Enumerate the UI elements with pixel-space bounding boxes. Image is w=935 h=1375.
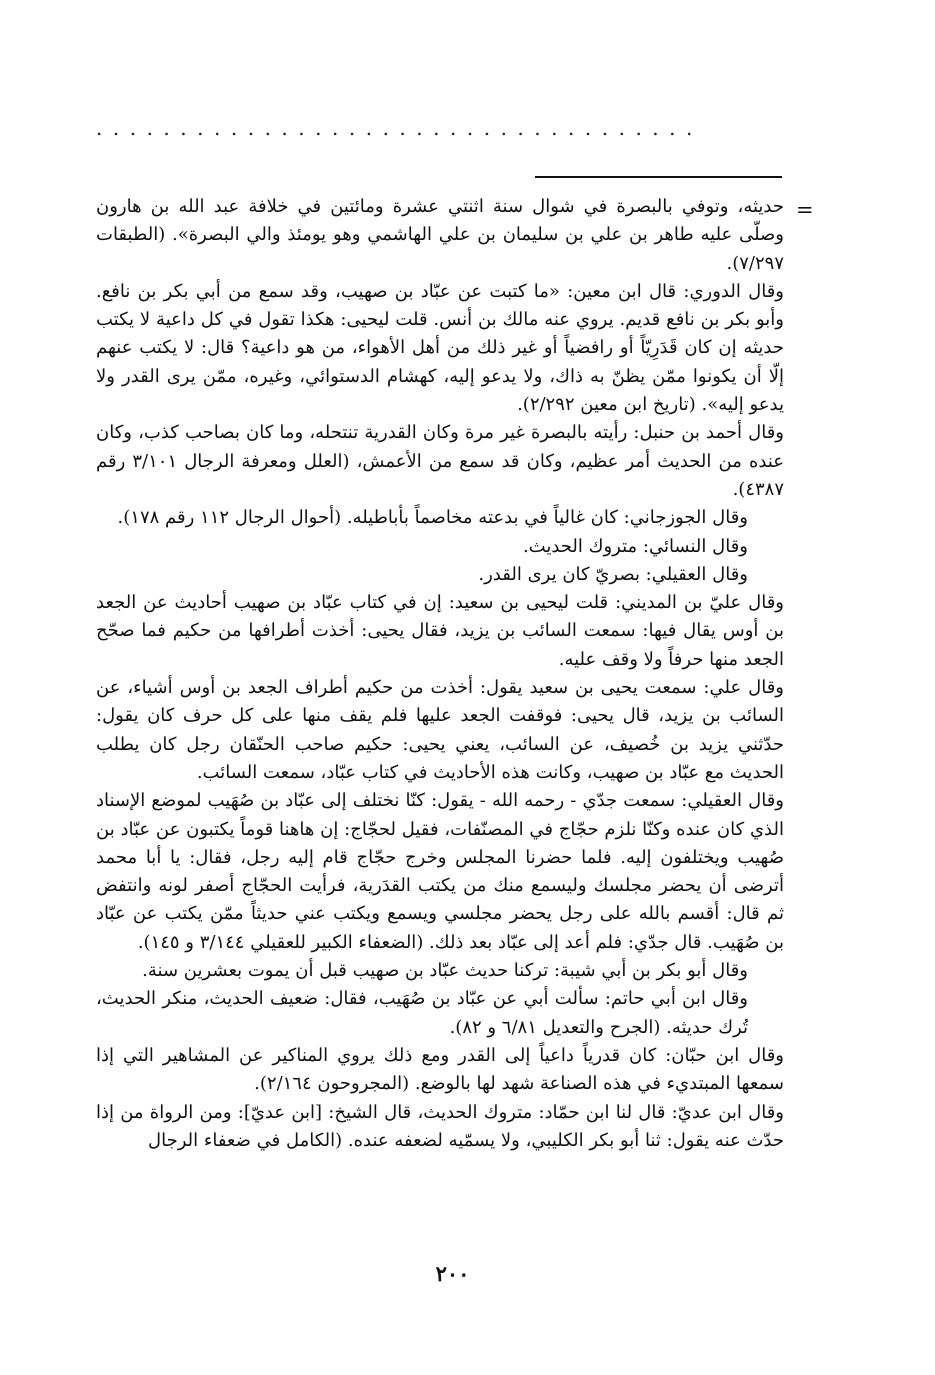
paragraph: وقال الدوري: قال ابن معين: «ما كتبت عن عبّاد بن صهيب، وقد سمع من أبي بكر بن نافع. وأبو بكر بن نافع قديم. يروي عنه مالك بن أنس. قلت ليحيى: هكذا تقول في كل داعية لا يكتب حديثه إن كان قَدَرِيّاً أو رافضياً أو غير ذلك من أهل الأهواء، من هو داعية؟ قال: لا يكتب عنهم إلّا أن يكونوا ممّن يظنّ به ذاك، ولا يدعو إليه، كهشام الدستوائي، وغيره، ممّن يرى القدر ولا يدعو إليه». (تاريخ ابن معين ٢/٢٩٢).	[96, 280, 785, 416]
page-number: ٢٠٠	[435, 1261, 470, 1286]
paragraph: وقال ابن حبّان: كان قدرياً داعياً إلى القدر ومع ذلك يروي المناكير عن المشاهير التي إذا سمعها المبتديء في هذه الصناعة شهد لها بالوضع. (المجروحون ٢/١٦٤).	[96, 1044, 784, 1095]
paragraph: وقال ابن عديّ: قال لنا ابن حمّاد: متروك الحديث، قال الشيخ: [ابن عديّ]: ومن الرواة من إذا حدّث عنه يقول: ثنا أبو بكر الكليبي، ولا يسمّيه لضعفه عنده. (الكامل في ضعفاء الرجال	[96, 1101, 784, 1151]
paragraph: حديثه، وتوفي بالبصرة في شوال سنة اثنتي عشرة ومائتين في خلافة عبد الله بن هارون وصلّى عليه طاهر بن علي بن سليمان بن علي الهاشمي وهو يومئذ والي البصرة». (الطبقات ٧/٢٩٧).	[96, 196, 784, 274]
paragraph: وقال علي: سمعت يحيى بن سعيد يقول: أخذت من حكيم أطراف الجعد بن أوس أشياء، عن السائب بن يزيد، قال يحيى: فوقفت الجعد عليها فلم يقف منها على كل حرف كان يقول: حدّثني يزيد بن خُصيف، عن السائب، يعني يحيى: حكيم صاحب الحنّقان رجل كان يطلب الحديث مع عبّاد بن صهيب، وكانت هذه الأحاديث في كتاب عبّاد، سمعت السائب.	[96, 677, 784, 783]
paragraph: وقال الجوزجاني: كان غالياً في بدعته مخاصماً بأباطيله. (أحوال الرجال ١١٢ رقم ١٧٨).	[117, 507, 748, 529]
paragraph: وقال أحمد بن حنبل: رأيته بالبصرة غير مرة وكان القدرية تنتحله، وما كان بصاحب كذب، وكان عنده من الحديث أمر عظيم، وكان قد سمع من الأعمش، (العلل ومعرفة الرجال ٣/١٠١ رقم ٤٣٨٧).	[96, 422, 784, 500]
footnote-text	[96, 193, 784, 1155]
paragraph: وقال أبو بكر بن أبي شيبة: تركنا حديث عبّاد بن صهيب قبل أن يموت بعشرين سنة.	[142, 960, 748, 982]
paragraph: وقال ابن أبي حاتم: سألت أبي عن عبّاد بن صُهَيب، فقال: ضعيف الحديث، منكر الحديث، تُرك حديثه. (الجرح والتعديل ٦/٨١ و ٨٢).	[96, 988, 748, 1038]
footnote-rule	[535, 176, 782, 178]
paragraph: وقال العقيلي: بصريّ كان يرى القدر.	[478, 563, 748, 585]
paragraph: وقال العقيلي: سمعت جدّي - رحمه الله - يقول: كنّا نختلف إلى عبّاد بن صُهَيب لموضع الإسناد الذي كان عنده وكنّا نلزم حجّاج في المصنّفات، فقيل لحجّاج: إن هاهنا قوماً يكتبون عن عبّاد بن صُهيب ويختلفون إليه. فلما حضرنا المجلس وخرج حجّاج قام إليه رجل، فقال: يا أبا محمد أترضى أن يحضر مجلسك وليسمع منك من يكتب القدَرية، فرأيت الحجّاج أصفر لونه وانتفض ثم قال: أقسم بالله على رجل يحضر مجلسي ويسمع ويكتب عني حديثاً ممّن يكتب عن عبّاد بن صُهَيب. قال جدّي: فلم أعد إلى عبّاد بعد ذلك. (الضعفاء الكبير للعقيلي ٣/١٤٤ و ١٤٥).	[96, 790, 785, 953]
continuation-mark: =	[796, 198, 814, 222]
dotted-separator: ....................................	[96, 118, 703, 138]
paragraph: وقال عليّ بن المديني: قلت ليحيى بن سعيد: إن في كتاب عبّاد بن صهيب أحاديث عن الجعد بن أوس يقال فيها: سمعت السائب بن يزيد، فقال يحيى: أخذت أطرافها من حكيم فما صحّح الجعد منها حرفاً ولا وقف عليه.	[96, 592, 784, 670]
paragraph: وقال النسائي: متروك الحديث.	[522, 535, 748, 557]
